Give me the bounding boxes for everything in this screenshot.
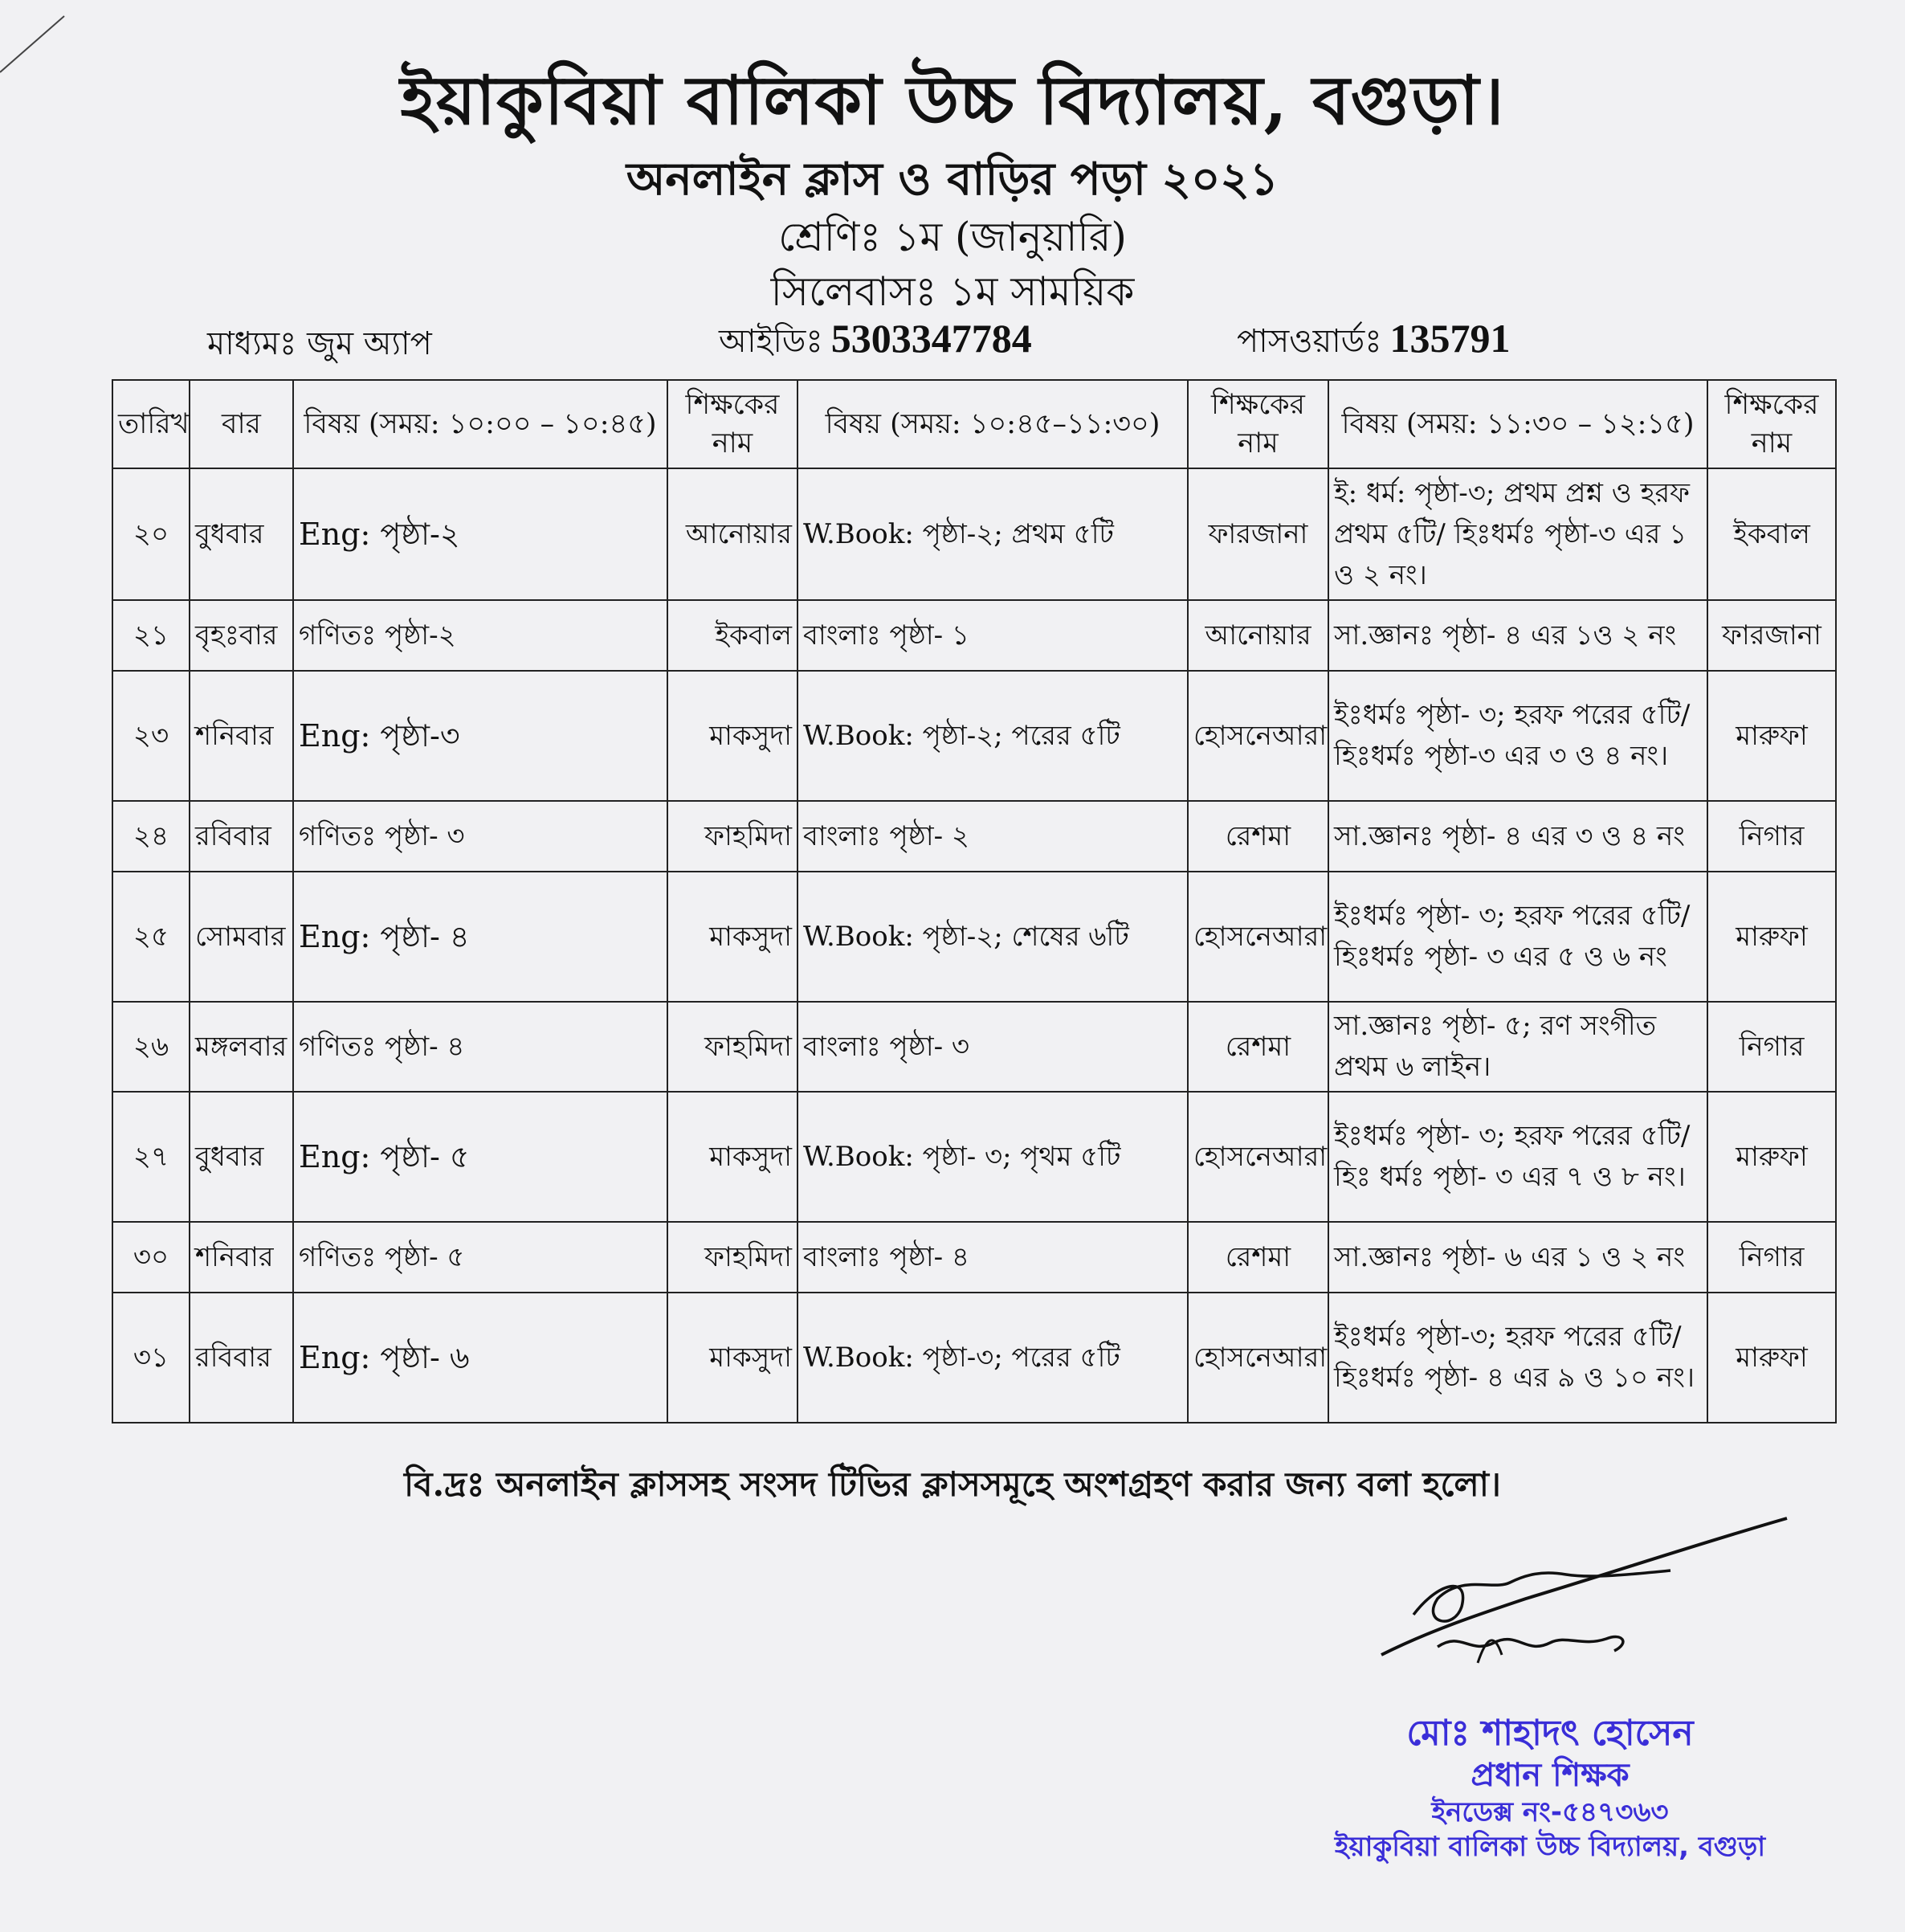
cell-subject-slot-1: Eng: পৃষ্ঠা-২	[293, 468, 667, 600]
header-subject-slot-3: বিষয় (সময়: ১১:৩০ – ১২:১৫)	[1328, 380, 1707, 468]
cell-teacher-slot-3: মারুফা	[1707, 671, 1836, 801]
table-row	[112, 1002, 1836, 1092]
cell-teacher-slot-2: হোসনেআরা	[1188, 671, 1328, 801]
cell-teacher-slot-1: ইকবাল	[667, 600, 797, 671]
table-row	[112, 468, 1836, 600]
cell-teacher-slot-3: নিগার	[1707, 1222, 1836, 1293]
cell-subject-slot-2: বাংলাঃ পৃষ্ঠা- ১	[797, 600, 1188, 671]
cell-teacher-slot-3: ফারজানা	[1707, 600, 1836, 671]
cell-subject-slot-1: গণিতঃ পৃষ্ঠা-২	[293, 600, 667, 671]
cell-day: রবিবার	[190, 1293, 293, 1423]
cell-subject-slot-2: W.Book: পৃষ্ঠা- ৩; পৃথম ৫টি	[797, 1092, 1188, 1222]
cell-day: শনিবার	[190, 1222, 293, 1293]
header-teacher-slot-3: শিক্ষকের নাম	[1707, 380, 1836, 468]
cell-date: ২৩	[112, 671, 190, 801]
meeting-id-label: আইডিঃ	[719, 323, 823, 360]
meeting-info	[0, 315, 1905, 363]
cell-date: ২৪	[112, 801, 190, 872]
cell-subject-slot-2: বাংলাঃ পৃষ্ঠা- ৩	[797, 1002, 1188, 1092]
meeting-password-label: পাসওয়ার্ডঃ	[1237, 323, 1382, 360]
cell-teacher-slot-3: মারুফা	[1707, 1092, 1836, 1222]
seal-title: প্রধান শিক্ষক	[1471, 1757, 1630, 1794]
cell-subject-slot-3: সা.জ্ঞানঃ পৃষ্ঠা- ৪ এর ১ও ২ নং	[1328, 600, 1707, 671]
class-schedule-table	[112, 379, 1837, 1423]
cell-subject-slot-1: গণিতঃ পৃষ্ঠা- ৪	[293, 1002, 667, 1092]
table-row	[112, 671, 1836, 801]
cell-teacher-slot-3: ইকবাল	[1707, 468, 1836, 600]
cell-teacher-slot-1: ফাহমিদা	[667, 801, 797, 872]
meeting-id	[719, 315, 1032, 370]
table-row	[112, 600, 1836, 671]
cell-day: বুধবার	[190, 468, 293, 600]
meeting-password	[1237, 315, 1511, 370]
cell-day: সোমবার	[190, 872, 293, 1002]
cell-teacher-slot-2: আনোয়ার	[1188, 600, 1328, 671]
cell-day: বৃহঃবার	[190, 600, 293, 671]
cell-teacher-slot-3: নিগার	[1707, 801, 1836, 872]
header-teacher-slot-2: শিক্ষকের নাম	[1188, 380, 1328, 468]
headmaster-seal	[1325, 1711, 1775, 1864]
cell-teacher-slot-2: রেশমা	[1188, 1222, 1328, 1293]
cell-subject-slot-3: সা.জ্ঞানঃ পৃষ্ঠা- ৪ এর ৩ ও ৪ নং	[1328, 801, 1707, 872]
cell-teacher-slot-1: মাকসুদা	[667, 1092, 797, 1222]
header-teacher-slot-1: শিক্ষকের নাম	[667, 380, 797, 468]
cell-teacher-slot-2: রেশমা	[1188, 1002, 1328, 1092]
cell-subject-slot-1: Eng: পৃষ্ঠা- ৫	[293, 1092, 667, 1222]
cell-subject-slot-2: W.Book: পৃষ্ঠা-৩; পরের ৫টি	[797, 1293, 1188, 1423]
header-subject-slot-1: বিষয় (সময়: ১০:০০ – ১০:৪৫)	[293, 380, 667, 468]
cell-day: বুধবার	[190, 1092, 293, 1222]
cell-teacher-slot-2: হোসনেআরা	[1188, 1293, 1328, 1423]
cell-subject-slot-1: গণিতঃ পৃষ্ঠা- ৫	[293, 1222, 667, 1293]
cell-subject-slot-3: ই: ধর্ম: পৃষ্ঠা-৩; প্রথম প্রশ্ন ও হরফ প্রথম ৫টি/ হিঃধর্মঃ পৃষ্ঠা-৩ এর ১ ও ২ নং।	[1328, 468, 1707, 600]
cell-subject-slot-3: ইঃধর্মঃ পৃষ্ঠা-৩; হরফ পরের ৫টি/ হিঃধর্মঃ পৃষ্ঠা- ৪ এর ৯ ও ১০ নং।	[1328, 1293, 1707, 1423]
cell-subject-slot-2: W.Book: পৃষ্ঠা-২; প্রথম ৫টি	[797, 468, 1188, 600]
seal-name: মোঃ শাহাদৎ হোসেন	[1406, 1713, 1694, 1754]
cell-subject-slot-3: সা.জ্ঞানঃ পৃষ্ঠা- ৫; রণ সংগীত প্রথম ৬ লাইন।	[1328, 1002, 1707, 1092]
cell-date: ২১	[112, 600, 190, 671]
cell-teacher-slot-1: মাকসুদা	[667, 1293, 797, 1423]
cell-subject-slot-3: সা.জ্ঞানঃ পৃষ্ঠা- ৬ এর ১ ও ২ নং	[1328, 1222, 1707, 1293]
footnote: বি.দ্রঃ অনলাইন ক্লাসসহ সংসদ টিভির ক্লাসসমূহে অংশগ্রহণ করার জন্য বলা হলো।	[404, 1464, 1501, 1504]
cell-subject-slot-3: ইঃধর্মঃ পৃষ্ঠা- ৩; হরফ পরের ৫টি/ হিঃধর্মঃ পৃষ্ঠা-৩ এর ৩ ও ৪ নং।	[1328, 671, 1707, 801]
cell-date: ২৬	[112, 1002, 190, 1092]
table-row	[112, 1222, 1836, 1293]
cell-day: শনিবার	[190, 671, 293, 801]
cell-teacher-slot-1: ফাহমিদা	[667, 1002, 797, 1092]
header-date: তারিখ	[112, 380, 190, 468]
seal-school: ইয়াকুবিয়া বালিকা উচ্চ বিদ্যালয়, বগুড়া	[1334, 1830, 1766, 1863]
cell-subject-slot-1: Eng: পৃষ্ঠা- ৬	[293, 1293, 667, 1423]
syllabus-line: সিলেবাসঃ ১ম সাময়িক	[770, 268, 1135, 315]
cell-teacher-slot-2: ফারজানা	[1188, 468, 1328, 600]
school-name: ইয়াকুবিয়া বালিকা উচ্চ বিদ্যালয়, বগুড়া।	[400, 60, 1505, 140]
seal-index: ইনডেক্স নং-৫৪৭৩৬৩	[1431, 1796, 1669, 1828]
cell-teacher-slot-3: মারুফা	[1707, 1293, 1836, 1423]
cell-subject-slot-2: W.Book: পৃষ্ঠা-২; পরের ৫টি	[797, 671, 1188, 801]
headmaster-signature	[1365, 1494, 1815, 1703]
table-row	[112, 801, 1836, 872]
document-subtitle: অনলাইন ক্লাস ও বাড়ির পড়া ২০২১	[626, 153, 1279, 206]
class-line: শ্রেণিঃ ১ম (জানুয়ারি)	[778, 214, 1127, 260]
cell-teacher-slot-2: হোসনেআরা	[1188, 1092, 1328, 1222]
header-day: বার	[190, 380, 293, 468]
cell-subject-slot-1: Eng: পৃষ্ঠা-৩	[293, 671, 667, 801]
meeting-medium	[207, 318, 432, 372]
meeting-password-value: 135791	[1389, 316, 1511, 361]
cell-date: ৩০	[112, 1222, 190, 1293]
table-header-row	[112, 380, 1836, 468]
cell-day: মঙ্গলবার	[190, 1002, 293, 1092]
cell-teacher-slot-1: মাকসুদা	[667, 872, 797, 1002]
header-subject-slot-2: বিষয় (সময়: ১০:৪৫–১১:৩০)	[797, 380, 1188, 468]
cell-date: ৩১	[112, 1293, 190, 1423]
cell-date: ২০	[112, 468, 190, 600]
cell-subject-slot-2: বাংলাঃ পৃষ্ঠা- ৪	[797, 1222, 1188, 1293]
cell-teacher-slot-1: মাকসুদা	[667, 671, 797, 801]
cell-subject-slot-1: Eng: পৃষ্ঠা- ৪	[293, 872, 667, 1002]
table-row	[112, 872, 1836, 1002]
cell-teacher-slot-2: রেশমা	[1188, 801, 1328, 872]
cell-date: ২৫	[112, 872, 190, 1002]
cell-subject-slot-1: গণিতঃ পৃষ্ঠা- ৩	[293, 801, 667, 872]
cell-teacher-slot-1: ফাহমিদা	[667, 1222, 797, 1293]
medium-text: মাধ্যমঃ জুম অ্যাপ	[207, 325, 432, 362]
cell-subject-slot-3: ইঃধর্মঃ পৃষ্ঠা- ৩; হরফ পরের ৫টি/ হিঃ ধর্মঃ পৃষ্ঠা- ৩ এর ৭ ও ৮ নং।	[1328, 1092, 1707, 1222]
meeting-id-value: 5303347784	[830, 316, 1032, 361]
cell-subject-slot-2: বাংলাঃ পৃষ্ঠা- ২	[797, 801, 1188, 872]
table-row	[112, 1293, 1836, 1423]
cell-subject-slot-3: ইঃধর্মঃ পৃষ্ঠা- ৩; হরফ পরের ৫টি/ হিঃধর্মঃ পৃষ্ঠা- ৩ এর ৫ ও ৬ নং	[1328, 872, 1707, 1002]
cell-teacher-slot-1: আনোয়ার	[667, 468, 797, 600]
cell-date: ২৭	[112, 1092, 190, 1222]
cell-subject-slot-2: W.Book: পৃষ্ঠা-২; শেষের ৬টি	[797, 872, 1188, 1002]
cell-teacher-slot-3: মারুফা	[1707, 872, 1836, 1002]
table-row	[112, 1092, 1836, 1222]
cell-teacher-slot-3: নিগার	[1707, 1002, 1836, 1092]
cell-day: রবিবার	[190, 801, 293, 872]
cell-teacher-slot-2: হোসনেআরা	[1188, 872, 1328, 1002]
